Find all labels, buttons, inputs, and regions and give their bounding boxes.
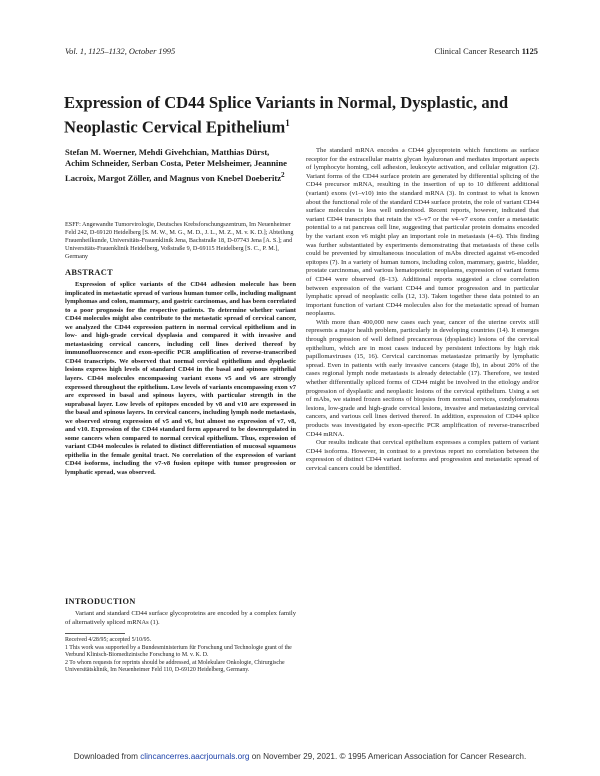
article-title (64, 92, 544, 138)
footer-link[interactable]: clincancerres.aacrjournals.org (140, 752, 250, 761)
page-number: 1125 (521, 47, 538, 56)
footnotes (65, 637, 296, 675)
authors-footnote-mark: 2 (281, 170, 285, 179)
running-head-left: Vol. 1, 1125–1132, October 1995 (65, 47, 176, 56)
authors-text: Stefan M. Woerner, Mehdi Givehchian, Matthias Dürst, Achim Schneider, Serban Costa, Peter Melsheimer, Jeannine Lacroix, Margot Zöller, and Magnus von Knebel Doeberitz (65, 147, 287, 183)
body-paragraph: The standard mRNA encodes a CD44 glycoprotein which functions as surface receptor for the extracellular matrix glycan hyaluronan and mediates important aspects of lymphocyte homing, cell adhesion, leukocyte activation, and cellular migration (2). Variant forms of the CD44 surface protein are generated by differential splicing of the CD44 precursor mRNA, resulting in the insertion of up to 10 different additional (variant) exons (v1–v10) into the standard mRNA (3). In contrast to what is known about the functional role of the standard CD44 surface protein, the role of variant CD44 surface molecules is less well understood. Recent reports, however, indicated that variant CD44 transcripts that retain the v3–v7 or the v4–v7 exons confer a metastatic potential to a rat pancreas cell line, suggesting that particular protein domains encoded by the variant exon v6 might play an important role in metastasis (4–6). This finding was further substantiated by experiments demonstrating that metastasis of these cells could be prevented by simultaneous inoculation of mAbs directed against v6-encoded epitopes (7). In a variety of human tumors, including colon, mammary, gastric, bladder, prostate carcinomas, and various hematopoietic neoplasms, expression of variant forms of CD44 were observed (8–13). Additional reports suggested a close correlation between expression of the variant CD44 and tumor progression and in particular lymphatic spread of neoplastic cells (12, 13). Taken together these data pointed to an important function of variant CD44 molecules also for the metastatic spread of human neoplasms. (306, 147, 539, 318)
right-column (306, 147, 539, 474)
abstract-body: Expression of splice variants of the CD44 adhesion molecule has been implicated in metastatic spread of various human tumor cells, including malignant lymphomas and colon, mammary, and gastric carcinomas, and has been correlated to a poor prognosis for the respective patients. To determine whether variant CD44 molecules might also contribute to the metastatic spread of cervical cancer, we analyzed the CD44 expression pattern in normal cervical epithelium and in low- and high-grade cervical dysplasia and compared it with invasive and metastasizing cervical cancers, including cell lines derived thereof by immunofluorescence and exon-specific PCR amplification of reverse-transcribed CD44 transcripts. We observed that normal cervical epithelium and dysplastic lesions express high levels of standard CD44 in the basal and spinous epithelial layers. CD44 molecules encompassing variant exons v5 and v6 are strongly expressed throughout the epithelium. Low levels of variants encompassing exon v7 are expressed in basal and spinous layers, with particular strength in the suprabasal layer. Low levels of epitopes encoded by v8 and v10 are expressed in the basal and spinous layers. In cervical cancers, including lymph node metastasis, we observed strong expression of v5 and v6, but almost no expression of v7, v8, and v10. Expression of the CD44 standard form appeared to be downregulated in some cancers when compared to normal cervical epithelium. Thus, expression of variant CD44 molecules is related to distinct differentiation of mucosal squamous epithelia in the female genital tract. No correlation of the expression of variant CD44 isoforms, including the v7-v8 fusion epitope with tumor progression or lymphatic spread, was observed. (65, 281, 296, 477)
footnote-received: Received 4/28/95; accepted 5/10/95. (65, 637, 152, 643)
abstract-heading: ABSTRACT (65, 268, 114, 277)
journal-name: Clinical Cancer Research (434, 47, 520, 56)
body-paragraph: Our results indicate that cervical epithelium expresses a complex pattern of variant CD44 isoforms. However, in contrast to a previous report no correlation between the expression of distinct CD44 variant isoforms and progression and metastatic spread of cervical cancers could be identified. (306, 439, 539, 472)
introduction-heading: INTRODUCTION (65, 597, 136, 606)
footer-suffix: on November 29, 2021. © 1995 American Association for Cancer Research. (249, 752, 527, 761)
body-paragraph: With more than 400,000 new cases each year, cancer of the uterine cervix still represents a major health problem, particularly in developing countries (14). It emerges through progression of well defined precancerous (dysplastic) lesions of the cervical epithelium, which are in most cases induced by persistent infections by high risk papillomaviruses (15, 16). Cervical carcinomas metastasize primarily by lymphatic spread. Even in patients with early invasive cancers (stage Ib), in about 20% of the cases regional lymph node metastasis is already detectable (17). Therefore, we tested whether differentially spliced forms of CD44 might be involved in the etiology and/or progression of dysplastic and neoplastic lesions of the cervical epithelium. Using a set of mAbs, we stained frozen sections of biopsies from normal cervices, condylomatous lesions, low-grade and high-grade cervical lesions, invasive and metastasizing cervical cancers, and various cell lines derived thereof. In addition, expression of CD44 splice products was investigated by exon-specific PCR amplification of reverse-transcribed CD44 mRNA. (306, 318, 539, 438)
introduction-body: Variant and standard CD44 surface glycoproteins are encoded by a complex family of alternatively spliced mRNAs (1). (65, 610, 296, 626)
footnote-2: 2 To whom requests for reprints should be addressed, at Molekulare Onkologie, Chirurgische Universitätsklinik, Im Neuenheimer Feld 110, D-69120 Heidelberg, Germany. (65, 659, 285, 673)
affiliation: ESFF: Angewandte Tumorvirologie, Deutsches Krebsforschungszentrum, Im Neuenheimer Feld 242, D-69120 Heidelberg [S. M. W., M. G., M. D., J. L., M. Z., M. v. K. D.]; Abteilung Frauenheilkunde, Universitäts-Frauenklinik Jena, Bachstraße 18, D-07743 Jena [A. S.]; and Universitäts-Frauenklinik Heidelberg, Voßstraße 9, D-69115 Heidelberg [S. C., P. M.], Germany (65, 221, 294, 260)
title-footnote-mark: 1 (285, 118, 290, 128)
download-footer (0, 752, 600, 762)
footer-prefix: Downloaded from (73, 752, 141, 761)
title-text: Expression of CD44 Splice Variants in Normal, Dysplastic, and Neoplastic Cervical Epithelium (64, 93, 509, 137)
footnote-1: 1 This work was supported by a Bundesministerium für Forschung und Technologie grant of the Verbund Klinisch-Biomedizinische Forschung to M. v. K. D. (65, 644, 292, 658)
footnote-rule (65, 633, 125, 634)
author-list (65, 147, 295, 184)
running-head-right (435, 47, 539, 56)
